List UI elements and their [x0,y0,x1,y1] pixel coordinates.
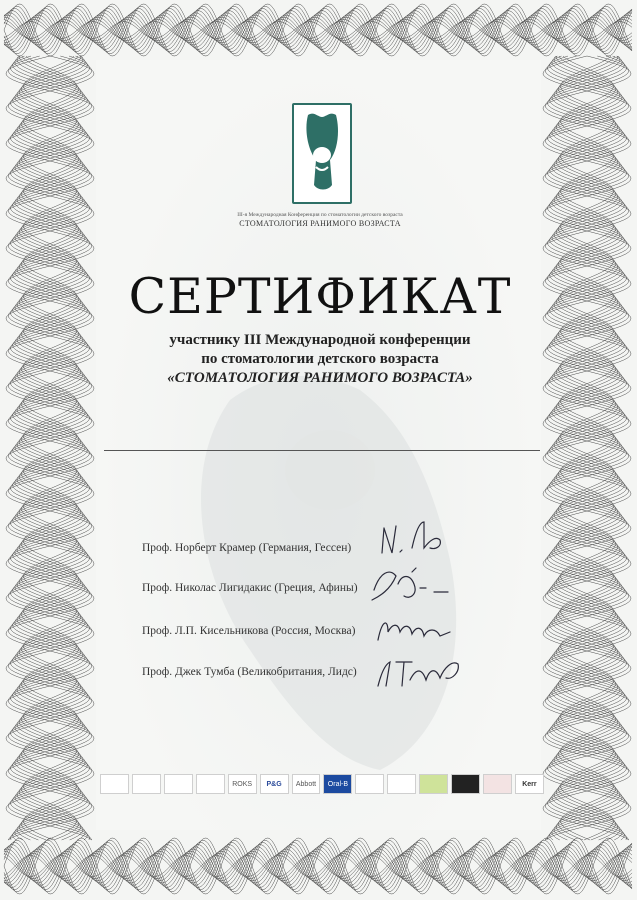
sponsor-logo [164,774,193,794]
conference-topic-line: по стоматологии детского возраста [201,351,439,367]
sponsor-logo [100,774,129,794]
sponsor-logo: ROKS [228,774,257,794]
signatory-ligidakis: Проф. Николас Лигидакис (Греция, Афины) [142,582,358,594]
signature-toumba [378,662,458,686]
sponsor-logo [355,774,384,794]
logo-subtitle: III-я Международная Конференция по стоматологии детского возраста [237,212,403,218]
sponsor-logos [100,774,544,796]
sponsor-logo [419,774,448,794]
sponsor-logo [196,774,225,794]
signatory-kramer: Проф. Норберт Крамер (Германия, Гессен) [142,542,352,554]
sponsor-logo [387,774,416,794]
signature-ligidakis [372,568,448,600]
sponsor-logo [451,774,480,794]
signatory-toumba: Проф. Джек Тумба (Великобритания, Лидс) [142,666,357,678]
logo-title: СТОМАТОЛОГИЯ РАНИМОГО ВОЗРАСТА [239,219,401,228]
sponsor-logo: Oral-B [323,774,352,794]
sponsor-logo [483,774,512,794]
sponsor-logo [132,774,161,794]
signature-kramer [382,522,440,553]
sponsor-logo: P&G [260,774,289,794]
signatory-kiselnikova: Проф. Л.П. Кисельникова (Россия, Москва) [142,625,356,637]
participant-line: участнику III Международной конференции [169,332,471,348]
sponsor-logo: Kerr [515,774,544,794]
conference-name-line: «СТОМАТОЛОГИЯ РАНИМОГО ВОЗРАСТА» [167,370,473,386]
certificate-title: СЕРТИФИКАТ [128,268,512,325]
signature-kiselnikova [378,623,450,640]
sponsor-logo: Abbott [292,774,321,794]
